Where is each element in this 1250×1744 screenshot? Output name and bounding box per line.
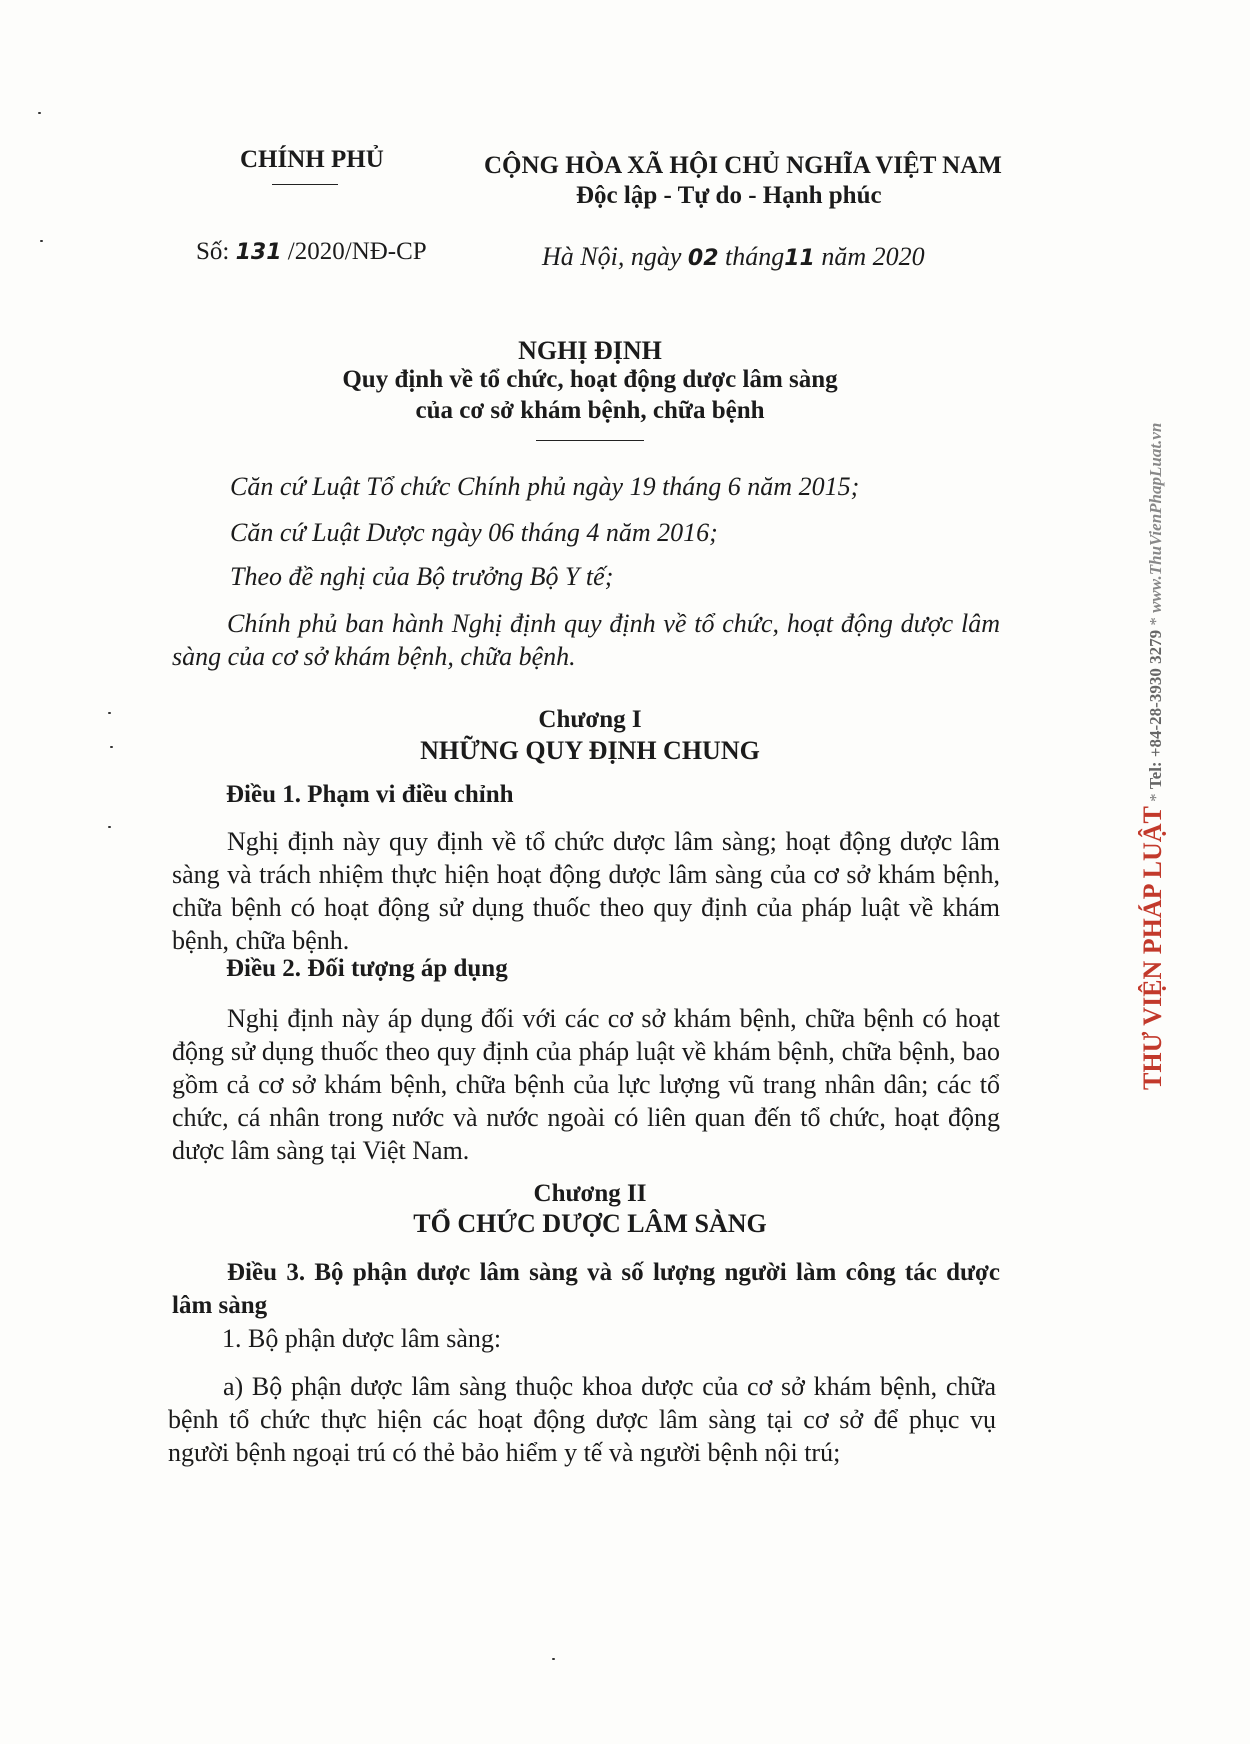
scan-speck [552, 1658, 555, 1660]
date-part1: Hà Nội, ngày [542, 242, 682, 271]
article3-item1a: a) Bộ phận dược lâm sàng thuộc khoa dược của cơ sở khám bệnh, chữa bệnh tổ chức thực hiện các hoạt động dược lâm sàng tại cơ sở để phục vụ người bệnh ngoại trú có thẻ bảo hiểm y tế và người bệnh nội trú; [168, 1372, 996, 1467]
number-prefix: Số: [196, 238, 230, 265]
preamble-proposal: Theo đề nghị của Bộ trưởng Bộ Y tế; [230, 562, 614, 591]
preamble-basis-2: Căn cứ Luật Dược ngày 06 tháng 4 năm 2016; [230, 518, 718, 547]
issue-date [542, 242, 925, 272]
preamble-promulgation: Chính phủ ban hành Nghị định quy định về tổ chức, hoạt động dược lâm sàng của cơ sở khám bệnh, chữa bệnh. [172, 609, 1000, 671]
scan-speck [110, 746, 113, 748]
article3-heading: Điều 3. Bộ phận dược lâm sàng và số lượng người làm công tác dược lâm sàng [172, 1259, 1000, 1319]
document-type: NGHỊ ĐỊNH [518, 336, 662, 365]
scan-speck [40, 240, 43, 242]
date-day-handwritten: 02 [687, 246, 719, 271]
number-suffix: /2020/NĐ-CP [287, 238, 427, 265]
date-part2: tháng [725, 242, 785, 271]
article3-item1: 1. Bộ phận dược lâm sàng: [222, 1324, 502, 1353]
document-subject-line1: Quy định về tổ chức, hoạt động dược lâm sàng [342, 366, 838, 393]
chapter1-label: Chương I [538, 706, 642, 733]
article2-heading: Điều 2. Đối tượng áp dụng [226, 955, 508, 982]
chapter1-title: NHỮNG QUY ĐỊNH CHUNG [420, 736, 760, 765]
watermark-phone: Tel: +84-28-3930 3279 [1146, 629, 1165, 790]
document-number [196, 238, 427, 266]
issuing-authority: CHÍNH PHỦ [240, 146, 384, 173]
document-subject-line2: của cơ sở khám bệnh, chữa bệnh [415, 397, 765, 424]
date-month-handwritten: 11 [784, 246, 815, 271]
chapter2-label: Chương II [533, 1180, 647, 1207]
date-part3: năm 2020 [821, 242, 925, 271]
preamble-basis-1: Căn cứ Luật Tổ chức Chính phủ ngày 19 tháng 6 năm 2015; [230, 472, 860, 501]
national-motto: Độc lập - Tự do - Hạnh phúc [576, 182, 882, 209]
authority-underline [272, 184, 338, 185]
watermark-url: www.ThuVienPhapLuat.vn [1146, 422, 1165, 613]
number-handwritten: 131 [235, 240, 282, 265]
republic-name: CỘNG HÒA XÃ HỘI CHỦ NGHĨA VIỆT NAM [484, 152, 1002, 179]
article1-body: Nghị định này quy định về tổ chức dược lâm sàng; hoạt động dược lâm sàng và trách nhiệm thực hiện hoạt động dược lâm sàng của cơ sở khám bệnh, chữa bệnh có hoạt động sử dụng thuốc theo quy định của pháp luật về khám bệnh, chữa bệnh. [172, 827, 1000, 955]
article1-heading: Điều 1. Phạm vi điều chỉnh [226, 781, 514, 808]
scan-speck [38, 112, 41, 114]
chapter2-title: TỔ CHỨC DƯỢC LÂM SÀNG [413, 1209, 767, 1238]
watermark-brand: THƯ VIỆN PHÁP LUẬT [1138, 806, 1167, 1090]
title-underline [536, 440, 644, 441]
article2-body: Nghị định này áp dụng đối với các cơ sở khám bệnh, chữa bệnh có hoạt động sử dụng thuốc theo quy định của pháp luật về khám bệnh, chữa bệnh, bao gồm cả cơ sở khám bệnh, chữa bệnh của lực lượng vũ trang nhân dân; các tổ chức, cá nhân trong nước và nước ngoài có liên quan đến tổ chức, hoạt động dược lâm sàng tại Việt Nam. [172, 1004, 1000, 1165]
scan-speck [108, 712, 111, 714]
publisher-watermark: THƯ VIỆN PHÁP LUẬT * Tel: +84-28-3930 3279 * www.ThuVienPhapLuat.vn [1138, 422, 1167, 1090]
scan-speck [108, 826, 111, 828]
